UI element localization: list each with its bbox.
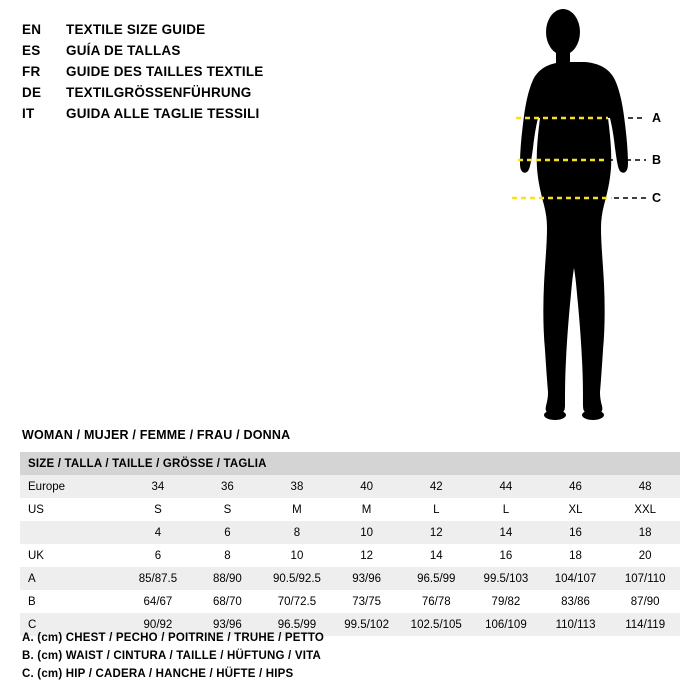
cell-value: 70/72.5 xyxy=(262,590,332,613)
language-row xyxy=(22,106,442,124)
row-label: C xyxy=(20,613,123,636)
language-row xyxy=(22,43,442,61)
cell-value: 18 xyxy=(541,544,611,567)
cell-value: 87/90 xyxy=(610,590,680,613)
size-table xyxy=(20,452,680,636)
language-title: TEXTILGRÖSSENFÜHRUNG xyxy=(66,85,252,100)
legend-line-b: B. (cm) WAIST / CINTURA / TAILLE / HÜFTUNG / VITA xyxy=(22,650,321,662)
cell-value: 38 xyxy=(262,475,332,498)
cell-value: 107/110 xyxy=(610,567,680,590)
cell-value: L xyxy=(401,498,471,521)
cell-value: 12 xyxy=(401,521,471,544)
cell-value: 102.5/105 xyxy=(401,613,471,636)
cell-value: 20 xyxy=(610,544,680,567)
cell-value: 10 xyxy=(332,521,402,544)
cell-value: 88/90 xyxy=(193,567,262,590)
language-row xyxy=(22,85,442,103)
row-label: US xyxy=(20,498,123,521)
cell-value: 14 xyxy=(401,544,471,567)
table-row xyxy=(20,498,680,521)
cell-value: 96.5/99 xyxy=(262,613,332,636)
cell-value: 6 xyxy=(123,544,193,567)
cell-value: 68/70 xyxy=(193,590,262,613)
cell-value: 73/75 xyxy=(332,590,402,613)
cell-value: 16 xyxy=(471,544,541,567)
table-row xyxy=(20,567,680,590)
measure-label-a: A xyxy=(652,111,662,125)
cell-value: 34 xyxy=(123,475,193,498)
language-row xyxy=(22,64,442,82)
measure-label-c: C xyxy=(652,191,662,205)
row-label xyxy=(20,521,123,544)
row-label: B xyxy=(20,590,123,613)
language-header-block xyxy=(22,22,442,127)
row-label: A xyxy=(20,567,123,590)
cell-value: 83/86 xyxy=(541,590,611,613)
table-row xyxy=(20,544,680,567)
cell-value: 12 xyxy=(332,544,402,567)
legend-line-c: C. (cm) HIP / CADERA / HANCHE / HÜFTE / HIPS xyxy=(22,668,294,680)
language-title: GUIDE DES TAILLES TEXTILE xyxy=(66,64,264,79)
cell-value: 85/87.5 xyxy=(123,567,193,590)
cell-value: 40 xyxy=(332,475,402,498)
cell-value: S xyxy=(193,498,262,521)
table-row xyxy=(20,590,680,613)
legend-line-a: A. (cm) CHEST / PECHO / POITRINE / TRUHE / PETTO xyxy=(22,632,325,644)
language-title: TEXTILE SIZE GUIDE xyxy=(66,22,206,37)
cell-value: 16 xyxy=(541,521,611,544)
cell-value: 18 xyxy=(610,521,680,544)
cell-value: 8 xyxy=(262,521,332,544)
row-label: UK xyxy=(20,544,123,567)
cell-value: 79/82 xyxy=(471,590,541,613)
cell-value: 4 xyxy=(123,521,193,544)
language-code: DE xyxy=(22,85,42,100)
cell-value: 46 xyxy=(541,475,611,498)
cell-value: 114/119 xyxy=(610,613,680,636)
cell-value: M xyxy=(332,498,402,521)
cell-value: 14 xyxy=(471,521,541,544)
cell-value: 99.5/103 xyxy=(471,567,541,590)
cell-value: 104/107 xyxy=(541,567,611,590)
cell-value: 36 xyxy=(193,475,262,498)
cell-value: S xyxy=(123,498,193,521)
cell-value: 93/96 xyxy=(332,567,402,590)
language-code: ES xyxy=(22,43,41,58)
language-row xyxy=(22,22,442,40)
language-code: IT xyxy=(22,106,35,121)
cell-value: 90/92 xyxy=(123,613,193,636)
table-row xyxy=(20,521,680,544)
cell-value: XL xyxy=(541,498,611,521)
language-code: EN xyxy=(22,22,42,37)
cell-value: 110/113 xyxy=(541,613,611,636)
cell-value: 90.5/92.5 xyxy=(262,567,332,590)
cell-value: M xyxy=(262,498,332,521)
measure-label-b: B xyxy=(652,153,662,167)
language-code: FR xyxy=(22,64,41,79)
cell-value: 6 xyxy=(193,521,262,544)
table-header-label: SIZE / TALLA / TAILLE / GRÖSSE / TAGLIA xyxy=(20,452,680,475)
cell-value: L xyxy=(471,498,541,521)
row-label: Europe xyxy=(20,475,123,498)
cell-value: 106/109 xyxy=(471,613,541,636)
cell-value: 10 xyxy=(262,544,332,567)
cell-value: 96.5/99 xyxy=(401,567,471,590)
cell-value: 93/96 xyxy=(193,613,262,636)
cell-value: 42 xyxy=(401,475,471,498)
measurement-legend xyxy=(22,632,622,686)
cell-value: XXL xyxy=(610,498,680,521)
cell-value: 8 xyxy=(193,544,262,567)
table-row xyxy=(20,475,680,498)
cell-value: 99.5/102 xyxy=(332,613,402,636)
cell-value: 44 xyxy=(471,475,541,498)
cell-value: 48 xyxy=(610,475,680,498)
table-header-row xyxy=(20,452,680,475)
cell-value: 76/78 xyxy=(401,590,471,613)
language-title: GUIDA ALLE TAGLIE TESSILI xyxy=(66,106,260,121)
woman-silhouette-icon xyxy=(460,6,690,426)
measurement-figure xyxy=(460,6,690,426)
table-caption: WOMAN / MUJER / FEMME / FRAU / DONNA xyxy=(22,428,291,442)
cell-value: 64/67 xyxy=(123,590,193,613)
language-title: GUÍA DE TALLAS xyxy=(66,43,181,58)
